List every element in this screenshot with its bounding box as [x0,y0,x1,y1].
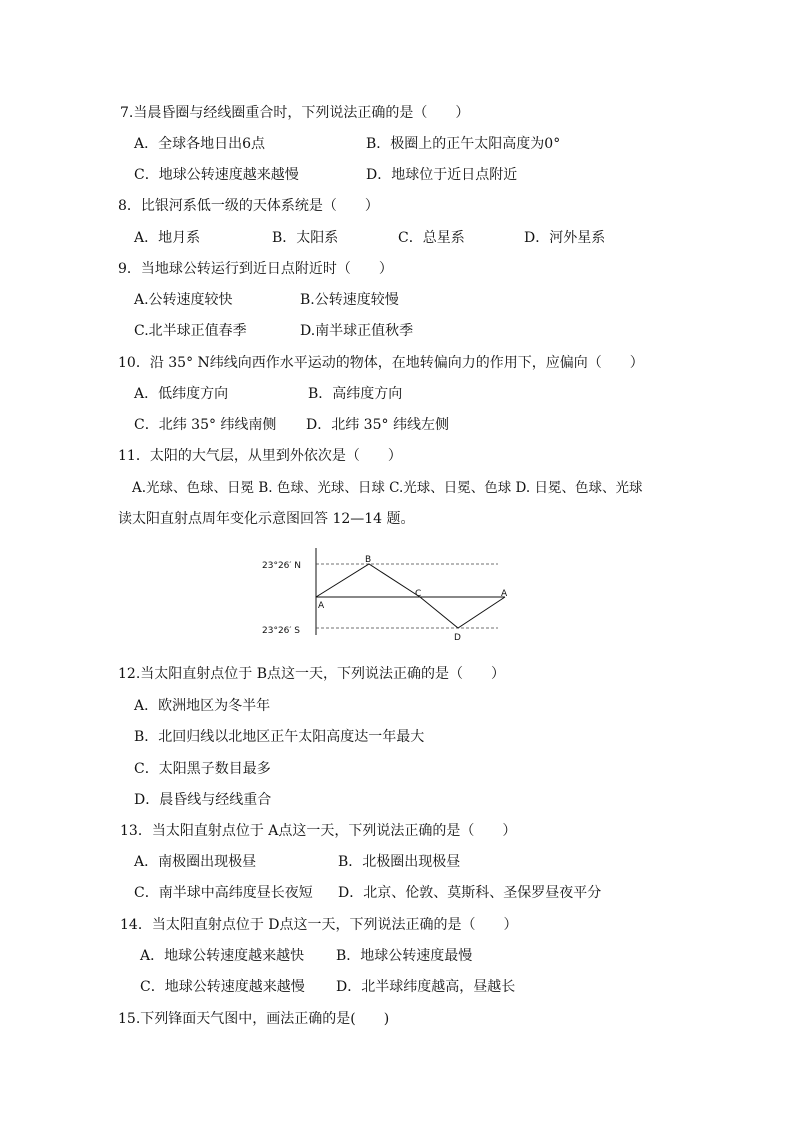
question-13-option-a: A．南极圈出现极昼 [134,854,257,870]
question-7-option-c: C．地球公转速度越来越慢 [134,167,299,183]
question-12-option-b: B．北回归线以北地区正午太阳高度达一年最大 [134,729,425,745]
question-7-option-a: A．全球各地日出6点 [134,136,266,152]
question-10-stem: 10．沿 35° N纬线向西作水平运动的物体，在地转偏向力的作用下，应偏向（ ） [118,355,644,371]
question-15-stem: 15.下列锋面天气图中，画法正确的是( ) [118,1011,390,1027]
question-8-option-d: D．河外星系 [524,230,606,246]
question-13-option-b: B．北极圈出现极昼 [338,854,461,870]
question-10-option-d: D．北纬 35° 纬线左侧 [306,417,449,433]
question-8-option-b: B．太阳系 [272,230,339,246]
question-14-option-a: A．地球公转速度越来越快 [140,948,305,964]
subsolar-path [316,564,505,628]
north-tropic-label: 23°26′ N [262,561,302,571]
diagram-intro: 读太阳直射点周年变化示意图回答 12—14 题。 [118,511,415,527]
question-12-option-d: D．晨昏线与经线重合 [134,792,272,808]
question-7-option-b: B．极圈上的正午太阳高度为0° [366,136,561,152]
question-11-stem: 11．太阳的大气层，从里到外依次是（ ） [118,448,402,464]
question-11-options: A.光球、色球、日冕 B. 色球、光球、日球 C.光球、日冕、色球 D. 日冕、色球、光球 [132,480,643,496]
point-c: C [415,589,422,599]
question-13-option-d: D．北京、伦敦、莫斯科、圣保罗昼夜平分 [338,885,602,901]
point-b: B [365,555,372,565]
point-d: D [454,633,461,643]
question-7-stem: 7.当晨昏圈与经线圈重合时，下列说法正确的是（ ） [120,105,470,121]
question-8-stem: 8．比银河系低一级的天体系统是（ ） [118,198,379,214]
south-tropic-label: 23°26′ S [262,626,301,636]
question-9-option-d: D.南半球正值秋季 [300,323,414,339]
question-14-stem: 14．当太阳直射点位于 D点这一天，下列说法正确的是（ ） [120,917,518,933]
question-12-stem: 12.当太阳直射点位于 B点这一天，下列说法正确的是（ ） [118,666,506,682]
question-10-option-a: A．低纬度方向 [134,386,229,402]
question-14-option-d: D．北半球纬度越高，昼越长 [336,979,516,995]
question-8-option-a: A．地月系 [134,230,201,246]
subsolar-point-diagram [255,548,520,643]
question-14-option-b: B．地球公转速度最慢 [336,948,473,964]
subsolar-point-svg [255,548,520,643]
question-9-option-b: B.公转速度较慢 [300,292,399,308]
question-7-option-d: D．地球位于近日点附近 [366,167,518,183]
question-12-option-a: A．欧洲地区为冬半年 [134,698,271,714]
question-9-option-a: A.公转速度较快 [134,292,233,308]
question-13-stem: 13．当太阳直射点位于 A点这一天，下列说法正确的是（ ） [120,823,517,839]
question-12-option-c: C．太阳黑子数目最多 [134,761,271,777]
point-a-right: A [501,589,508,599]
question-14-option-c: C．地球公转速度越来越慢 [140,979,305,995]
question-8-option-c: C．总星系 [398,230,465,246]
question-9-option-c: C.北半球正值春季 [134,323,247,339]
question-13-option-c: C．南半球中高纬度昼长夜短 [134,885,313,901]
question-9-stem: 9．当地球公转运行到近日点附近时（ ） [118,261,393,277]
question-10-option-c: C．北纬 35° 纬线南侧 [134,417,277,433]
question-10-option-b: B．高纬度方向 [308,386,403,402]
point-a-left: A [318,601,325,611]
